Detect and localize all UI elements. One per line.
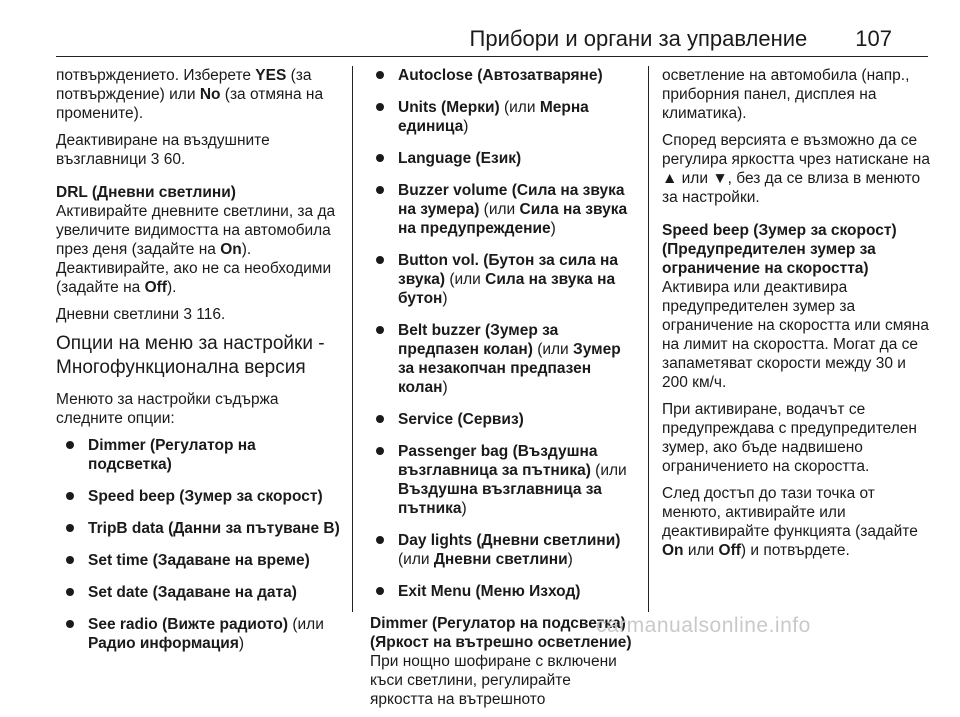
ref-arrow-icon: 3 [183,306,192,323]
ref-arrow-icon: 3 [150,151,160,168]
list-item: Autoclose (Автозатваряне) [370,66,632,85]
list-item: Language (Език) [370,149,632,168]
list-item: Service (Сервиз) [370,410,632,429]
bullet-icon [376,536,384,544]
brightness-buttons-text: Според версията е възможно да се регулира яркостта чрез натискане на ▲ или ▼, без да се влиза в менюто за настройки. [662,132,930,206]
list-item: Dimmer (Регулатор на подсветка) [56,436,342,474]
list-item: Belt buzzer (Зумер за предпазен колан) (или Зумер за незакопчан предпазен колан) [370,321,632,397]
column-3 [662,66,930,568]
page-ref-link[interactable]: 116. [191,306,226,323]
paragraph-airbag-ref: Деактивиране на въздушните възглавници 3 60. [56,132,270,168]
list-item: Button vol. (Бутон за сила на звука) (или Сила на звука на бутон) [370,251,632,308]
dimmer-text-cont: осветление на автомобила (напр., приборния панел, дисплея на климатика). [662,67,910,122]
section-heading: Опции на меню за настройки - Многофункционална версия [56,333,325,378]
triangle-up-icon: ▲ [662,170,678,187]
bullet-icon [376,447,384,455]
settings-options-list [56,436,342,653]
triangle-down-icon: ▼ [712,170,728,187]
list-item: Day lights (Дневни светлини) (или Дневни светлини) [370,531,632,569]
paragraph-confirm: потвърждението. Изберете YES (за потвърждение) или No (за отмяна на промените). [56,67,324,122]
bullet-icon [66,620,74,628]
page-number: 107 [855,26,892,51]
page-header [470,26,892,52]
bullet-icon [376,186,384,194]
header-rule [56,56,928,57]
dimmer-heading: Dimmer (Регулатор на подсветка) (Яркост на вътрешно осветление) [370,615,632,651]
speed-beep-toggle: След достъп до тази точка от менюто, активирайте или деактивирайте функцията (задайте On или Off) и потвърдете. [662,485,918,559]
bullet-icon [66,492,74,500]
list-item: See radio (Вижте радиото) (или Радио информация) [56,615,342,653]
page-title: Прибори и органи за управление [469,26,808,51]
list-item: TripB data (Данни за пътуване B) [56,519,342,538]
column-2 [370,66,632,717]
speed-beep-warning: При активиране, водачът се предупреждава с предупредителен зумер, ако бъде надвишено ограничението на скоростта. [662,401,917,475]
list-item: Speed beep (Зумер за скорост) [56,487,342,506]
speed-beep-text: Активира или деактивира предупредителен зумер за ограничение на скоростта или смяна на лимит на скоростта. Могат да се запаметяват скорости между 30 и 200 км/ч. [662,279,929,391]
page-ref-link[interactable]: 60. [159,151,186,168]
bullet-icon [66,441,74,449]
drl-heading: DRL (Дневни светлини) [56,184,236,201]
settings-options-list-cont [370,66,632,601]
bullet-icon [376,154,384,162]
speed-beep-heading: Speed beep (Зумер за скорост) (Предупредителен зумер за ограничение на скоростта) [662,222,897,277]
bullet-icon [376,71,384,79]
dimmer-text: При нощно шофиране с включени къси светлини, регулирайте яркостта на вътрешното [370,653,617,708]
list-item: Buzzer volume (Сила на звука на зумера) (или Сила на звука на предупреждение) [370,181,632,238]
bullet-icon [376,415,384,423]
list-item: Units (Мерки) (или Мерна единица) [370,98,632,136]
list-item: Set time (Задаване на време) [56,551,342,570]
bullet-icon [376,326,384,334]
list-item: Exit Menu (Меню Изход) [370,582,632,601]
section-intro: Менюто за настройки съдържа следните опции: [56,391,279,427]
column-1 [56,66,342,666]
drl-ref: Дневни светлини 3 116. [56,306,226,323]
bullet-icon [66,556,74,564]
list-item: Passenger bag (Въздушна възглавница за пътника) (или Въздушна възглавница за пътника) [370,442,632,518]
watermark: carmanualsonline.info [596,614,811,637]
bullet-icon [376,103,384,111]
bullet-icon [66,524,74,532]
column-divider-2 [648,66,649,612]
list-item: Set date (Задаване на дата) [56,583,342,602]
bullet-icon [376,256,384,264]
drl-text: Активирайте дневните светлини, за да увеличите видимостта на автомобила през деня (задайте на On). Деактивирайте, ако не са необходими (задайте на Off). [56,203,336,296]
bullet-icon [376,587,384,595]
bullet-icon [66,588,74,596]
column-divider-1 [352,66,353,612]
